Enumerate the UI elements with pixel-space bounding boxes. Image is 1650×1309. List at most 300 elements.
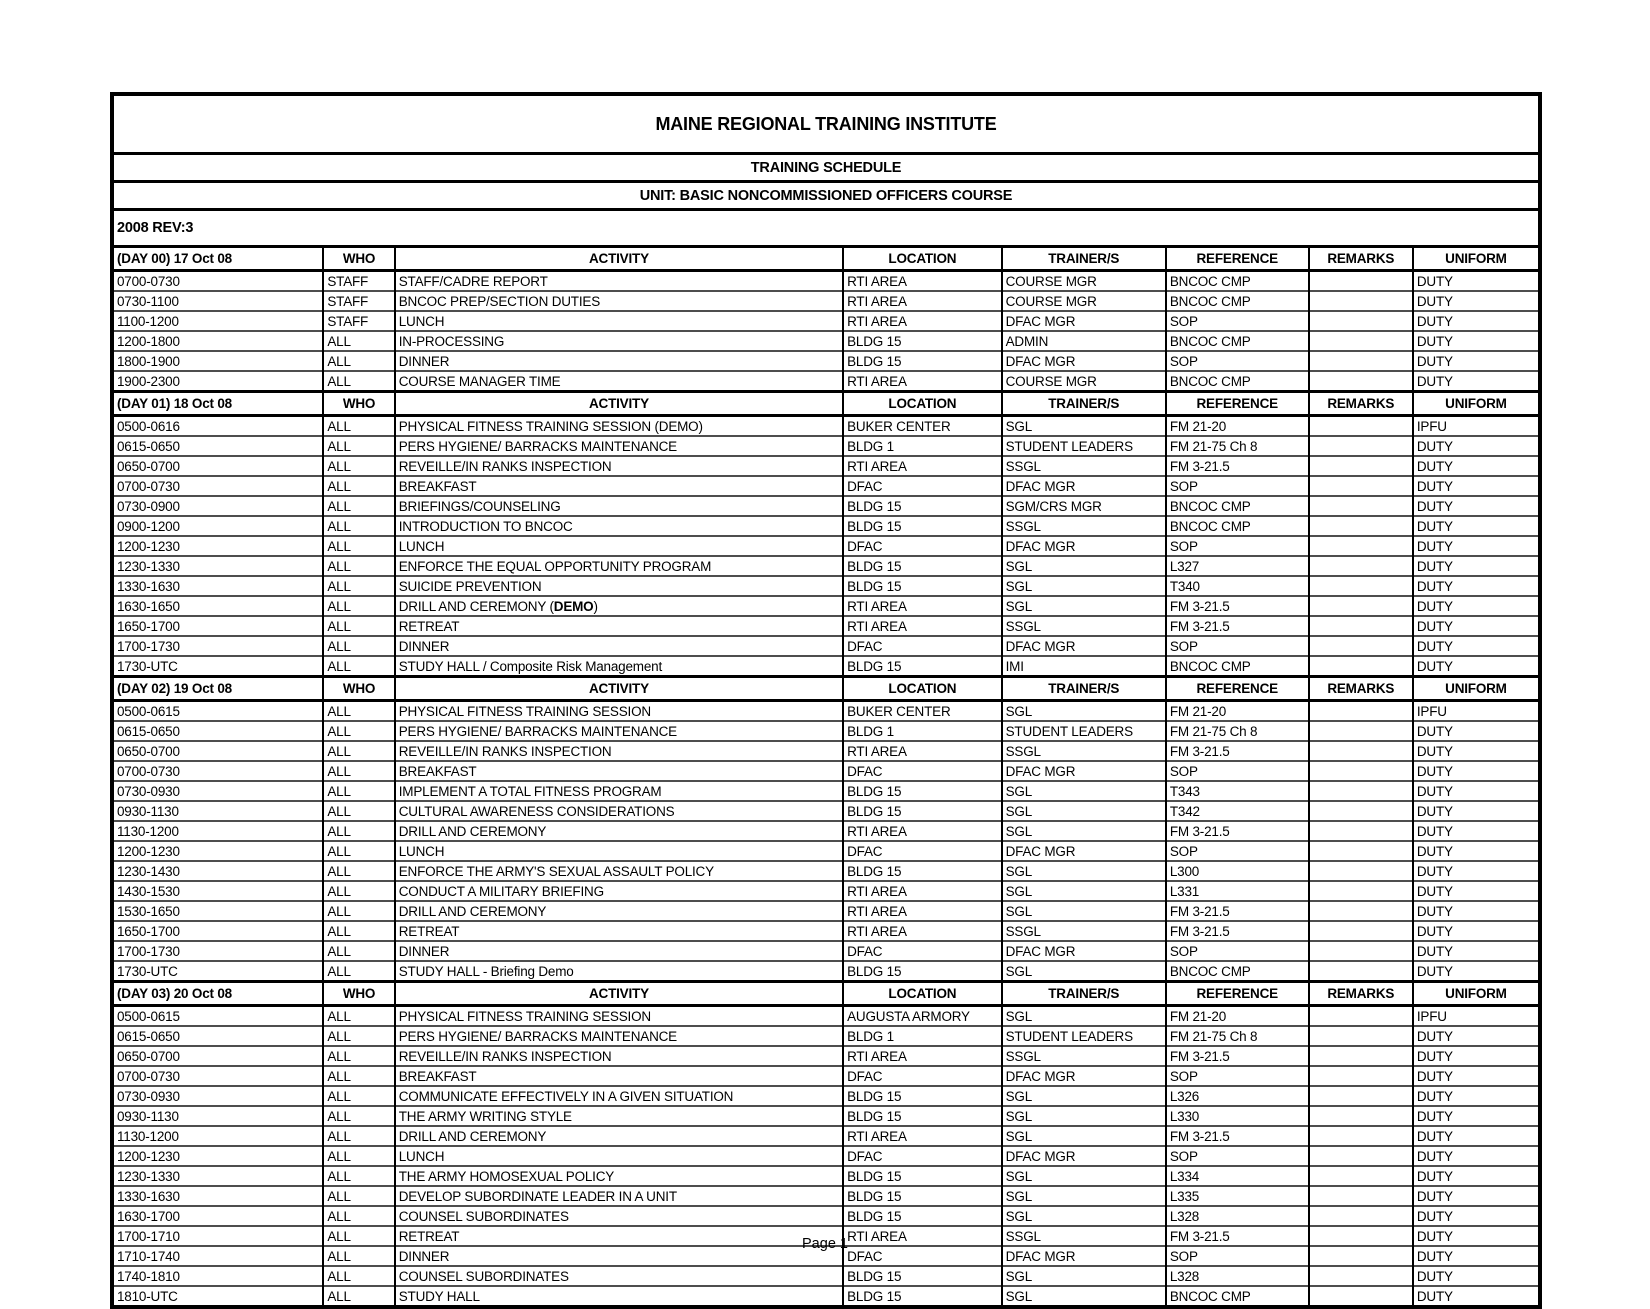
cell-location: BLDG 15 bbox=[843, 331, 1002, 351]
cell-trainer: SGL bbox=[1002, 781, 1166, 801]
cell-trainer: SSGL bbox=[1002, 1046, 1166, 1066]
cell-who: ALL bbox=[323, 921, 394, 941]
cell-activity: IMPLEMENT A TOTAL FITNESS PROGRAM bbox=[395, 781, 843, 801]
cell-activity: DRILL AND CEREMONY bbox=[395, 821, 843, 841]
column-header-uniform: UNIFORM bbox=[1413, 247, 1540, 271]
cell-who: STAFF bbox=[323, 291, 394, 311]
cell-location: DFAC bbox=[843, 536, 1002, 556]
schedule-row bbox=[112, 921, 1540, 941]
cell-trainer: DFAC MGR bbox=[1002, 536, 1166, 556]
column-header-reference: REFERENCE bbox=[1166, 677, 1309, 701]
cell-uniform: DUTY bbox=[1413, 1206, 1540, 1226]
cell-uniform: DUTY bbox=[1413, 496, 1540, 516]
cell-trainer: DFAC MGR bbox=[1002, 636, 1166, 656]
column-header-trainer-s: TRAINER/S bbox=[1002, 677, 1166, 701]
cell-time: 0500-0615 bbox=[112, 701, 323, 722]
cell-uniform: DUTY bbox=[1413, 961, 1540, 982]
schedule-row bbox=[112, 1026, 1540, 1046]
cell-trainer: DFAC MGR bbox=[1002, 1246, 1166, 1266]
cell-location: BUKER CENTER bbox=[843, 416, 1002, 437]
cell-trainer: SGL bbox=[1002, 1286, 1166, 1307]
cell-who: ALL bbox=[323, 556, 394, 576]
cell-uniform: DUTY bbox=[1413, 656, 1540, 677]
cell-who: ALL bbox=[323, 721, 394, 741]
cell-time: 1530-1650 bbox=[112, 901, 323, 921]
cell-who: ALL bbox=[323, 576, 394, 596]
cell-location: DFAC bbox=[843, 1066, 1002, 1086]
cell-location: RTI AREA bbox=[843, 596, 1002, 616]
schedule-row bbox=[112, 1206, 1540, 1226]
cell-activity: DINNER bbox=[395, 351, 843, 371]
column-header-remarks: REMARKS bbox=[1309, 982, 1413, 1006]
cell-activity: PHYSICAL FITNESS TRAINING SESSION bbox=[395, 1006, 843, 1027]
day-header-row bbox=[112, 247, 1540, 271]
schedule-row bbox=[112, 941, 1540, 961]
cell-trainer: SGL bbox=[1002, 901, 1166, 921]
column-header-uniform: UNIFORM bbox=[1413, 392, 1540, 416]
cell-trainer: IMI bbox=[1002, 656, 1166, 677]
cell-remarks bbox=[1309, 701, 1413, 722]
cell-time: 1130-1200 bbox=[112, 821, 323, 841]
cell-who: ALL bbox=[323, 861, 394, 881]
cell-remarks bbox=[1309, 1066, 1413, 1086]
cell-activity: COMMUNICATE EFFECTIVELY IN A GIVEN SITUATION bbox=[395, 1086, 843, 1106]
cell-trainer: SGL bbox=[1002, 961, 1166, 982]
cell-activity: DEVELOP SUBORDINATE LEADER IN A UNIT bbox=[395, 1186, 843, 1206]
schedule-row bbox=[112, 351, 1540, 371]
column-header-trainer-s: TRAINER/S bbox=[1002, 982, 1166, 1006]
cell-who: ALL bbox=[323, 596, 394, 616]
cell-activity: CONDUCT A MILITARY BRIEFING bbox=[395, 881, 843, 901]
cell-reference: L328 bbox=[1166, 1266, 1309, 1286]
cell-trainer: SGL bbox=[1002, 801, 1166, 821]
cell-activity: BRIEFINGS/COUNSELING bbox=[395, 496, 843, 516]
schedule-row bbox=[112, 596, 1540, 616]
cell-remarks bbox=[1309, 576, 1413, 596]
schedule-row bbox=[112, 1066, 1540, 1086]
cell-activity: THE ARMY HOMOSEXUAL POLICY bbox=[395, 1166, 843, 1186]
schedule-row bbox=[112, 371, 1540, 392]
cell-remarks bbox=[1309, 921, 1413, 941]
training-schedule-table bbox=[110, 92, 1542, 1309]
cell-activity: STUDY HALL / Composite Risk Management bbox=[395, 656, 843, 677]
cell-location: BLDG 15 bbox=[843, 961, 1002, 982]
cell-activity: BREAKFAST bbox=[395, 761, 843, 781]
cell-time: 1900-2300 bbox=[112, 371, 323, 392]
cell-remarks bbox=[1309, 1266, 1413, 1286]
cell-activity: REVEILLE/IN RANKS INSPECTION bbox=[395, 741, 843, 761]
cell-remarks bbox=[1309, 656, 1413, 677]
schedule-row bbox=[112, 841, 1540, 861]
cell-uniform: DUTY bbox=[1413, 271, 1540, 292]
cell-reference: L300 bbox=[1166, 861, 1309, 881]
cell-activity: BREAKFAST bbox=[395, 476, 843, 496]
cell-uniform: DUTY bbox=[1413, 371, 1540, 392]
schedule-row bbox=[112, 881, 1540, 901]
cell-who: ALL bbox=[323, 1086, 394, 1106]
cell-activity: STUDY HALL bbox=[395, 1286, 843, 1307]
cell-activity: DRILL AND CEREMONY (DEMO) bbox=[395, 596, 843, 616]
column-header-reference: REFERENCE bbox=[1166, 392, 1309, 416]
cell-who: ALL bbox=[323, 1206, 394, 1226]
cell-reference: SOP bbox=[1166, 941, 1309, 961]
cell-activity: BNCOC PREP/SECTION DUTIES bbox=[395, 291, 843, 311]
schedule-row bbox=[112, 821, 1540, 841]
cell-remarks bbox=[1309, 961, 1413, 982]
cell-reference: L330 bbox=[1166, 1106, 1309, 1126]
cell-remarks bbox=[1309, 941, 1413, 961]
cell-who: ALL bbox=[323, 1166, 394, 1186]
cell-reference: BNCOC CMP bbox=[1166, 371, 1309, 392]
column-header-who: WHO bbox=[323, 247, 394, 271]
schedule-row bbox=[112, 291, 1540, 311]
cell-time: 0500-0615 bbox=[112, 1006, 323, 1027]
cell-uniform: DUTY bbox=[1413, 351, 1540, 371]
schedule-row bbox=[112, 536, 1540, 556]
cell-who: ALL bbox=[323, 616, 394, 636]
cell-who: ALL bbox=[323, 456, 394, 476]
cell-time: 0730-0930 bbox=[112, 1086, 323, 1106]
cell-remarks bbox=[1309, 1146, 1413, 1166]
schedule-row bbox=[112, 861, 1540, 881]
cell-remarks bbox=[1309, 1286, 1413, 1307]
cell-who: ALL bbox=[323, 741, 394, 761]
cell-location: BLDG 15 bbox=[843, 861, 1002, 881]
cell-who: ALL bbox=[323, 941, 394, 961]
column-header-uniform: UNIFORM bbox=[1413, 982, 1540, 1006]
cell-reference: FM 3-21.5 bbox=[1166, 456, 1309, 476]
cell-activity: PERS HYGIENE/ BARRACKS MAINTENANCE bbox=[395, 1026, 843, 1046]
cell-activity: DINNER bbox=[395, 941, 843, 961]
cell-trainer: DFAC MGR bbox=[1002, 941, 1166, 961]
cell-who: ALL bbox=[323, 1066, 394, 1086]
cell-time: 0615-0650 bbox=[112, 721, 323, 741]
cell-activity: COURSE MANAGER TIME bbox=[395, 371, 843, 392]
cell-activity: SUICIDE PREVENTION bbox=[395, 576, 843, 596]
unit-title: UNIT: BASIC NONCOMMISSIONED OFFICERS COURSE bbox=[112, 182, 1540, 210]
schedule-row bbox=[112, 1046, 1540, 1066]
cell-who: ALL bbox=[323, 1106, 394, 1126]
cell-remarks bbox=[1309, 1126, 1413, 1146]
cell-reference: FM 3-21.5 bbox=[1166, 921, 1309, 941]
cell-activity: PERS HYGIENE/ BARRACKS MAINTENANCE bbox=[395, 436, 843, 456]
cell-uniform: DUTY bbox=[1413, 556, 1540, 576]
cell-remarks bbox=[1309, 556, 1413, 576]
cell-trainer: SGL bbox=[1002, 1206, 1166, 1226]
cell-uniform: DUTY bbox=[1413, 536, 1540, 556]
cell-location: DFAC bbox=[843, 941, 1002, 961]
schedule-row bbox=[112, 1146, 1540, 1166]
schedule-row bbox=[112, 741, 1540, 761]
cell-reference: SOP bbox=[1166, 536, 1309, 556]
cell-uniform: DUTY bbox=[1413, 1166, 1540, 1186]
schedule-row bbox=[112, 496, 1540, 516]
cell-who: ALL bbox=[323, 476, 394, 496]
column-header-location: LOCATION bbox=[843, 677, 1002, 701]
cell-uniform: DUTY bbox=[1413, 781, 1540, 801]
cell-who: ALL bbox=[323, 1126, 394, 1146]
schedule-row bbox=[112, 576, 1540, 596]
cell-uniform: DUTY bbox=[1413, 476, 1540, 496]
cell-who: ALL bbox=[323, 841, 394, 861]
cell-location: BLDG 15 bbox=[843, 781, 1002, 801]
cell-time: 0900-1200 bbox=[112, 516, 323, 536]
cell-time: 0930-1130 bbox=[112, 801, 323, 821]
cell-time: 0615-0650 bbox=[112, 1026, 323, 1046]
cell-location: BLDG 1 bbox=[843, 1026, 1002, 1046]
cell-reference: L326 bbox=[1166, 1086, 1309, 1106]
cell-activity: STAFF/CADRE REPORT bbox=[395, 271, 843, 292]
cell-remarks bbox=[1309, 596, 1413, 616]
cell-activity: PHYSICAL FITNESS TRAINING SESSION bbox=[395, 701, 843, 722]
cell-location: BLDG 1 bbox=[843, 436, 1002, 456]
cell-location: DFAC bbox=[843, 476, 1002, 496]
cell-reference: FM 3-21.5 bbox=[1166, 741, 1309, 761]
cell-remarks bbox=[1309, 901, 1413, 921]
cell-reference: FM 3-21.5 bbox=[1166, 901, 1309, 921]
cell-location: RTI AREA bbox=[843, 821, 1002, 841]
cell-location: BLDG 15 bbox=[843, 1286, 1002, 1307]
cell-reference: FM 3-21.5 bbox=[1166, 596, 1309, 616]
schedule-row bbox=[112, 656, 1540, 677]
cell-remarks bbox=[1309, 476, 1413, 496]
schedule-row bbox=[112, 556, 1540, 576]
cell-who: ALL bbox=[323, 781, 394, 801]
cell-trainer: SGL bbox=[1002, 576, 1166, 596]
cell-time: 1230-1430 bbox=[112, 861, 323, 881]
cell-reference: FM 3-21.5 bbox=[1166, 1126, 1309, 1146]
cell-uniform: DUTY bbox=[1413, 1246, 1540, 1266]
cell-reference: SOP bbox=[1166, 841, 1309, 861]
cell-location: BLDG 15 bbox=[843, 1086, 1002, 1106]
cell-who: ALL bbox=[323, 536, 394, 556]
column-header-location: LOCATION bbox=[843, 247, 1002, 271]
cell-location: RTI AREA bbox=[843, 1126, 1002, 1146]
cell-remarks bbox=[1309, 861, 1413, 881]
cell-activity: RETREAT bbox=[395, 616, 843, 636]
cell-remarks bbox=[1309, 781, 1413, 801]
cell-activity: DRILL AND CEREMONY bbox=[395, 1126, 843, 1146]
cell-location: RTI AREA bbox=[843, 921, 1002, 941]
cell-remarks bbox=[1309, 291, 1413, 311]
schedule-row bbox=[112, 901, 1540, 921]
cell-uniform: DUTY bbox=[1413, 1066, 1540, 1086]
cell-location: RTI AREA bbox=[843, 1046, 1002, 1066]
column-header-activity: ACTIVITY bbox=[395, 247, 843, 271]
cell-location: DFAC bbox=[843, 1246, 1002, 1266]
cell-reference: SOP bbox=[1166, 476, 1309, 496]
cell-location: BUKER CENTER bbox=[843, 701, 1002, 722]
schedule-row bbox=[112, 701, 1540, 722]
cell-who: ALL bbox=[323, 801, 394, 821]
cell-activity: STUDY HALL - Briefing Demo bbox=[395, 961, 843, 982]
schedule-row bbox=[112, 616, 1540, 636]
cell-remarks bbox=[1309, 1046, 1413, 1066]
column-header-who: WHO bbox=[323, 677, 394, 701]
cell-trainer: SSGL bbox=[1002, 616, 1166, 636]
cell-reference: L327 bbox=[1166, 556, 1309, 576]
cell-time: 1200-1230 bbox=[112, 841, 323, 861]
cell-trainer: DFAC MGR bbox=[1002, 761, 1166, 781]
cell-location: BLDG 15 bbox=[843, 1166, 1002, 1186]
day-header-row bbox=[112, 982, 1540, 1006]
cell-uniform: DUTY bbox=[1413, 1226, 1540, 1246]
schedule-row bbox=[112, 1186, 1540, 1206]
cell-activity: IN-PROCESSING bbox=[395, 331, 843, 351]
column-header-activity: ACTIVITY bbox=[395, 677, 843, 701]
cell-trainer: DFAC MGR bbox=[1002, 1146, 1166, 1166]
cell-reference: FM 21-20 bbox=[1166, 701, 1309, 722]
column-header-uniform: UNIFORM bbox=[1413, 677, 1540, 701]
revision-label: 2008 REV:3 bbox=[112, 210, 1540, 247]
cell-trainer: SSGL bbox=[1002, 456, 1166, 476]
cell-location: BLDG 15 bbox=[843, 351, 1002, 371]
cell-reference: L334 bbox=[1166, 1166, 1309, 1186]
cell-reference: FM 3-21.5 bbox=[1166, 1226, 1309, 1246]
cell-trainer: COURSE MGR bbox=[1002, 291, 1166, 311]
cell-location: RTI AREA bbox=[843, 271, 1002, 292]
cell-trainer: STUDENT LEADERS bbox=[1002, 721, 1166, 741]
cell-location: BLDG 15 bbox=[843, 556, 1002, 576]
cell-location: RTI AREA bbox=[843, 881, 1002, 901]
cell-reference: FM 21-75 Ch 8 bbox=[1166, 436, 1309, 456]
column-header-activity: ACTIVITY bbox=[395, 392, 843, 416]
cell-who: ALL bbox=[323, 761, 394, 781]
cell-uniform: DUTY bbox=[1413, 1186, 1540, 1206]
cell-trainer: STUDENT LEADERS bbox=[1002, 1026, 1166, 1046]
cell-time: 0930-1130 bbox=[112, 1106, 323, 1126]
cell-time: 1630-1700 bbox=[112, 1206, 323, 1226]
cell-time: 1710-1740 bbox=[112, 1246, 323, 1266]
schedule-row bbox=[112, 516, 1540, 536]
cell-remarks bbox=[1309, 636, 1413, 656]
cell-time: 1700-1730 bbox=[112, 636, 323, 656]
column-header-who: WHO bbox=[323, 982, 394, 1006]
cell-trainer: DFAC MGR bbox=[1002, 351, 1166, 371]
cell-remarks bbox=[1309, 881, 1413, 901]
cell-uniform: IPFU bbox=[1413, 1006, 1540, 1027]
cell-time: 1740-1810 bbox=[112, 1266, 323, 1286]
cell-who: ALL bbox=[323, 1186, 394, 1206]
cell-remarks bbox=[1309, 351, 1413, 371]
cell-uniform: IPFU bbox=[1413, 416, 1540, 437]
cell-time: 1200-1230 bbox=[112, 1146, 323, 1166]
cell-reference: FM 3-21.5 bbox=[1166, 1046, 1309, 1066]
cell-time: 1330-1630 bbox=[112, 1186, 323, 1206]
cell-location: BLDG 15 bbox=[843, 1266, 1002, 1286]
cell-time: 1650-1700 bbox=[112, 921, 323, 941]
cell-uniform: DUTY bbox=[1413, 1086, 1540, 1106]
cell-who: ALL bbox=[323, 1046, 394, 1066]
cell-who: ALL bbox=[323, 881, 394, 901]
schedule-row bbox=[112, 311, 1540, 331]
cell-reference: L328 bbox=[1166, 1206, 1309, 1226]
cell-reference: BNCOC CMP bbox=[1166, 291, 1309, 311]
cell-location: DFAC bbox=[843, 841, 1002, 861]
cell-who: ALL bbox=[323, 1006, 394, 1027]
cell-trainer: COURSE MGR bbox=[1002, 371, 1166, 392]
column-header-reference: REFERENCE bbox=[1166, 247, 1309, 271]
cell-reference: BNCOC CMP bbox=[1166, 271, 1309, 292]
cell-reference: SOP bbox=[1166, 761, 1309, 781]
cell-trainer: DFAC MGR bbox=[1002, 1066, 1166, 1086]
cell-uniform: DUTY bbox=[1413, 1266, 1540, 1286]
cell-activity: REVEILLE/IN RANKS INSPECTION bbox=[395, 456, 843, 476]
cell-reference: SOP bbox=[1166, 1066, 1309, 1086]
schedule-row bbox=[112, 436, 1540, 456]
cell-location: RTI AREA bbox=[843, 291, 1002, 311]
cell-remarks bbox=[1309, 1166, 1413, 1186]
cell-remarks bbox=[1309, 721, 1413, 741]
cell-who: ALL bbox=[323, 1146, 394, 1166]
cell-trainer: DFAC MGR bbox=[1002, 476, 1166, 496]
cell-location: DFAC bbox=[843, 636, 1002, 656]
cell-who: ALL bbox=[323, 516, 394, 536]
cell-who: ALL bbox=[323, 331, 394, 351]
cell-time: 0650-0700 bbox=[112, 741, 323, 761]
day-label: (DAY 03) 20 Oct 08 bbox=[112, 982, 323, 1006]
unit-row bbox=[112, 182, 1540, 210]
cell-activity: LUNCH bbox=[395, 841, 843, 861]
cell-reference: L335 bbox=[1166, 1186, 1309, 1206]
cell-time: 0615-0650 bbox=[112, 436, 323, 456]
column-header-reference: REFERENCE bbox=[1166, 982, 1309, 1006]
cell-time: 1230-1330 bbox=[112, 556, 323, 576]
cell-remarks bbox=[1309, 516, 1413, 536]
cell-reference: L331 bbox=[1166, 881, 1309, 901]
page-number: Page 1 bbox=[802, 1236, 848, 1252]
cell-uniform: DUTY bbox=[1413, 721, 1540, 741]
cell-time: 0700-0730 bbox=[112, 761, 323, 781]
column-header-trainer-s: TRAINER/S bbox=[1002, 247, 1166, 271]
cell-uniform: DUTY bbox=[1413, 941, 1540, 961]
cell-uniform: DUTY bbox=[1413, 576, 1540, 596]
cell-time: 0700-0730 bbox=[112, 271, 323, 292]
cell-location: BLDG 1 bbox=[843, 721, 1002, 741]
cell-remarks bbox=[1309, 496, 1413, 516]
cell-uniform: DUTY bbox=[1413, 1106, 1540, 1126]
day-label: (DAY 02) 19 Oct 08 bbox=[112, 677, 323, 701]
cell-trainer: COURSE MGR bbox=[1002, 271, 1166, 292]
cell-location: RTI AREA bbox=[843, 901, 1002, 921]
cell-uniform: DUTY bbox=[1413, 921, 1540, 941]
cell-time: 1100-1200 bbox=[112, 311, 323, 331]
day-label: (DAY 00) 17 Oct 08 bbox=[112, 247, 323, 271]
cell-who: ALL bbox=[323, 496, 394, 516]
cell-reference: T342 bbox=[1166, 801, 1309, 821]
schedule-row bbox=[112, 761, 1540, 781]
cell-time: 0500-0616 bbox=[112, 416, 323, 437]
cell-trainer: SGL bbox=[1002, 1186, 1166, 1206]
cell-reference: BNCOC CMP bbox=[1166, 496, 1309, 516]
cell-remarks bbox=[1309, 456, 1413, 476]
cell-who: ALL bbox=[323, 1246, 394, 1266]
cell-activity: DINNER bbox=[395, 636, 843, 656]
day-header-row bbox=[112, 392, 1540, 416]
cell-trainer: DFAC MGR bbox=[1002, 311, 1166, 331]
cell-activity: COUNSEL SUBORDINATES bbox=[395, 1206, 843, 1226]
column-header-remarks: REMARKS bbox=[1309, 247, 1413, 271]
cell-trainer: SGL bbox=[1002, 416, 1166, 437]
cell-activity: ENFORCE THE EQUAL OPPORTUNITY PROGRAM bbox=[395, 556, 843, 576]
cell-uniform: DUTY bbox=[1413, 1126, 1540, 1146]
cell-reference: FM 3-21.5 bbox=[1166, 821, 1309, 841]
cell-location: AUGUSTA ARMORY bbox=[843, 1006, 1002, 1027]
cell-remarks bbox=[1309, 741, 1413, 761]
day-header-row bbox=[112, 677, 1540, 701]
cell-time: 1730-UTC bbox=[112, 961, 323, 982]
cell-location: RTI AREA bbox=[843, 371, 1002, 392]
